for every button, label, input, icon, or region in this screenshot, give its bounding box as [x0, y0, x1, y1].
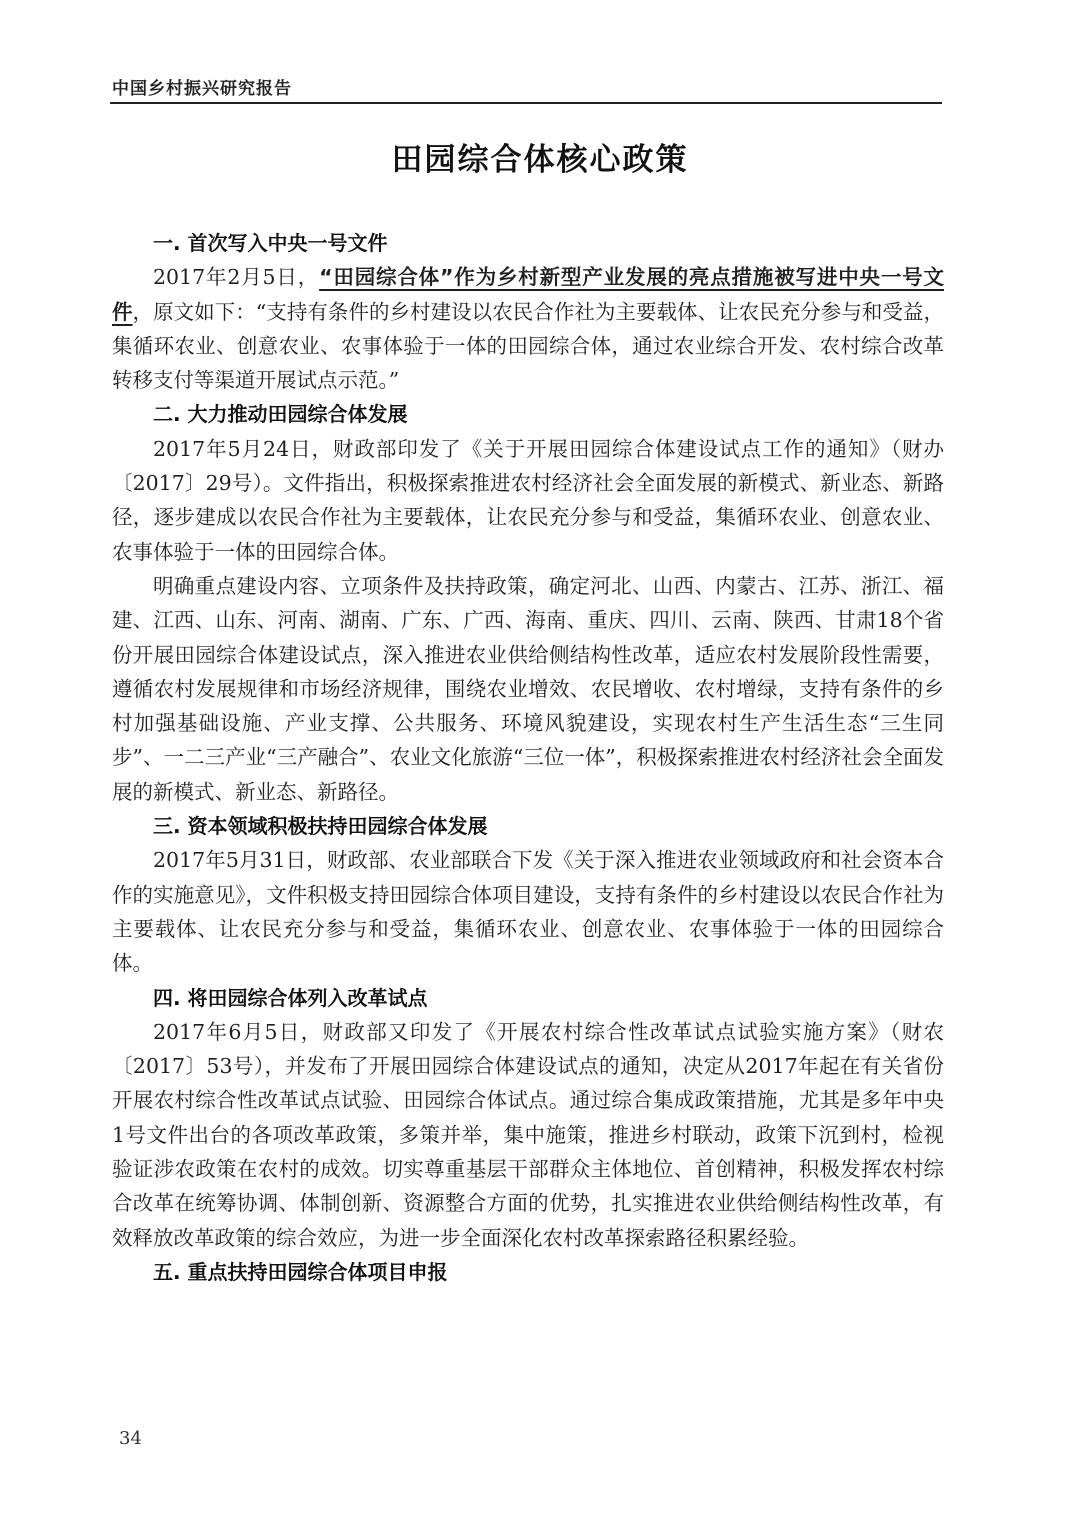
running-header: 中国乡村振兴研究报告 [112, 79, 292, 99]
paragraph [112, 260, 944, 397]
highlighted-text: “田园综合体”作为乡村新型产业发展的亮点措施被写进中央一号文件 [112, 265, 944, 324]
paragraph: 2017年5月24日，财政部印发了《关于开展田园综合体建设试点工作的通知》（财办〔2017〕29号）。文件指出，积极探索推进农村经济社会全面发展的新模式、新业态、新路径，逐步建成以农民合作社为主要载体，让农民充分参与和受益，集循环农业、创意农业、农事体验于一体的田园综合体。 [112, 436, 944, 564]
section-heading: 三. 资本领域积极扶持田园综合体发展 [153, 814, 488, 839]
page-number: 34 [119, 1428, 142, 1449]
header-rule [110, 102, 942, 104]
page-title: 田园综合体核心政策 [391, 142, 689, 178]
paragraph: 明确重点建设内容、立项条件及扶持政策，确定河北、山西、内蒙古、江苏、浙江、福建、江西、山东、河南、湖南、广东、广西、海南、重庆、四川、云南、陕西、甘肃18个省份开展田园综合体建设试点，深入推进农业供给侧结构性改革，适应农村发展阶段性需要，遵循农村发展规律和市场经济规律，围绕农业增效、农民增收、农村增绿，支持有条件的乡村加强基础设施、产业支撑、公共服务、环境风貌建设，实现农村生产生活生态“三生同步”、一二三产业“三产融合”、农业文化旅游“三位一体”，积极探索推进农村经济社会全面发展的新模式、新业态、新路径。 [112, 573, 944, 804]
section-heading: 一. 首次写入中央一号文件 [153, 231, 388, 255]
section-heading: 五. 重点扶持田园综合体项目申报 [153, 1259, 448, 1284]
paragraph-text: 2017年2月5日， [153, 265, 320, 290]
paragraph-text: ，原文如下：“支持有条件的乡村建设以农民合作社为主要载体、让农民充分参与和受益，集循环农业、创意农业、农事体验于一体的田园综合体，通过农业综合开发、农村综合改革转移支付等渠道开展试点示范。” [112, 299, 945, 393]
section-heading: 四. 将田园综合体列入改革试点 [153, 985, 428, 1010]
paragraph: 2017年6月5日，财政部又印发了《开展农村综合性改革试点试验实施方案》（财农〔2017〕53号），并发布了开展田园综合体建设试点的通知，决定从2017年起在有关省份开展农村综合性改革试点试验、田园综合体试点。通过综合集成政策措施，尤其是多年中央1号文件出台的各项改革政策，多策并举，集中施策，推进乡村联动，政策下沉到村，检视验证涉农政策在农村的成效。切实尊重基层干部群众主体地位、首创精神，积极发挥农村综合改革在统筹协调、体制创新、资源整合方面的优势，扎实推进农业供给侧结构性改革，有效释放改革政策的综合效应，为进一步全面深化农村改革探索路径积累经验。 [112, 1019, 944, 1250]
section-heading: 二. 大力推动田园综合体发展 [153, 402, 408, 427]
body-content [112, 226, 944, 1289]
paragraph: 2017年5月31日，财政部、农业部联合下发《关于深入推进农业领域政府和社会资本合作的实施意见》，文件积极支持田园综合体项目建设，支持有条件的乡村建设以农民合作社为主要载体、让农民充分参与和受益，集循环农业、创意农业、农事体验于一体的田园综合体。 [112, 848, 944, 976]
